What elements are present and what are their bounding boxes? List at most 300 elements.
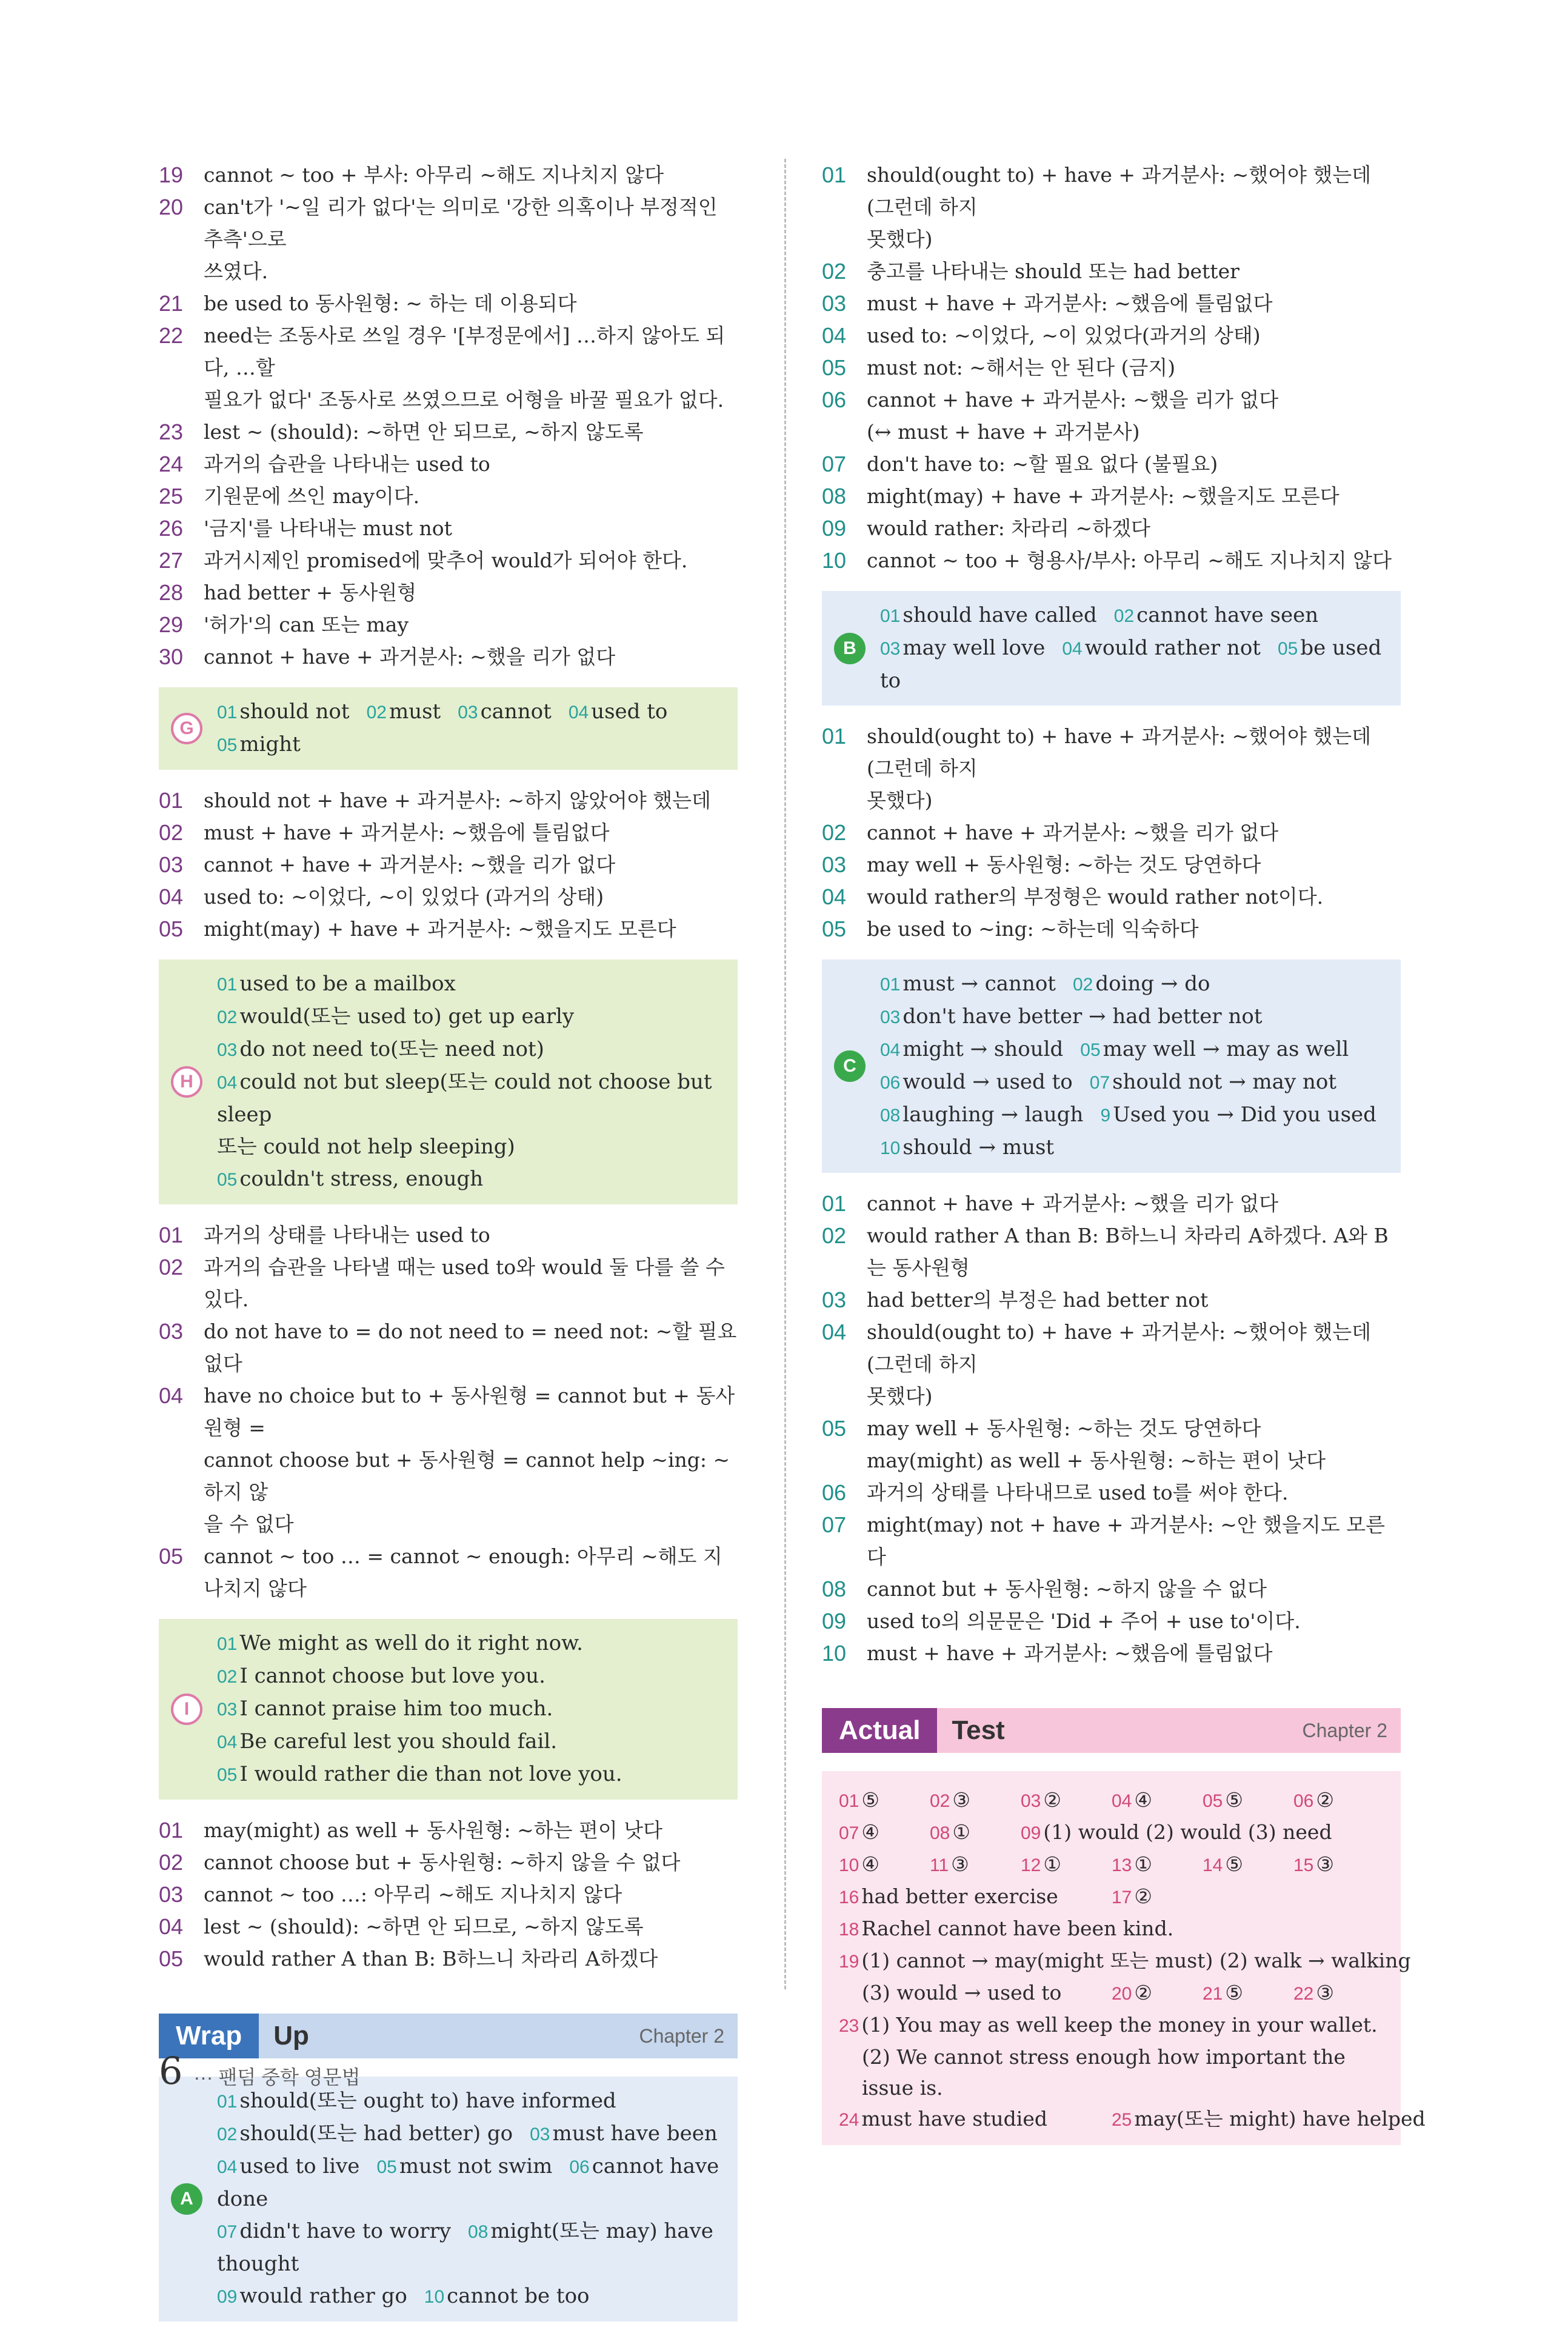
answer-text: might — [239, 732, 301, 756]
item-text — [867, 1316, 1401, 1412]
answer-text: should(또는 ought to) have informed — [239, 2089, 616, 2113]
list-item — [822, 544, 1401, 576]
answer-line — [217, 1033, 726, 1066]
answer-number: 02 — [366, 702, 387, 722]
list-item — [822, 849, 1401, 881]
item-text — [867, 1477, 1401, 1509]
list-item — [159, 1380, 738, 1540]
answer-line — [217, 1131, 726, 1163]
list-item — [159, 1943, 738, 1975]
answer-cell — [1112, 1977, 1203, 2009]
b-badge-icon: B — [834, 633, 866, 664]
list-item — [159, 816, 738, 849]
answer-text: couldn't stress, enough — [239, 1167, 484, 1191]
answer-text: ② — [1134, 1981, 1152, 2004]
answer-text: ② — [1316, 1788, 1334, 1812]
answer-lines — [880, 968, 1389, 1164]
item-number: 04 — [159, 884, 184, 909]
item-text — [867, 159, 1401, 255]
item-text — [867, 1187, 1401, 1220]
answer-line — [880, 1033, 1389, 1066]
answer-box-g — [159, 687, 738, 770]
item-text — [204, 1380, 738, 1540]
item-number: 07 — [822, 452, 847, 476]
item-number: 23 — [159, 419, 184, 444]
answer-line — [217, 2151, 726, 2215]
item-number: 05 — [159, 1544, 184, 1569]
answer-number: 18 — [839, 1920, 859, 1940]
answer-number: 10 — [424, 2287, 445, 2307]
answer-cell — [1293, 1977, 1384, 2009]
answer-text: laughing → laugh — [902, 1103, 1084, 1127]
answer-text: should have called — [902, 603, 1097, 627]
answer-line — [880, 632, 1389, 697]
answer-row — [839, 1977, 1389, 2009]
answer-row — [839, 2041, 1389, 2103]
item-text-line: do not have to = do not need to = need not: ~할 필요 없다 — [204, 1320, 737, 1375]
answer-number: 12 — [1021, 1855, 1041, 1875]
item-text — [867, 544, 1401, 576]
item-text-line: should(ought to) + have + 과거분사: ~했어야 했는데 (그런데 하지 — [867, 163, 1372, 219]
item-text-continued: 필요가 없다' 조동사로 쓰였으므로 어형을 바꿀 필요가 없다. — [204, 388, 724, 412]
answer-text: cannot have done — [217, 2154, 719, 2211]
answer-number: 07 — [1089, 1073, 1110, 1093]
item-text-line: used to: ~이었다, ~이 있었다 (과거의 상태) — [204, 885, 604, 909]
answer-text: I cannot praise him too much. — [239, 1697, 553, 1721]
item-number: 26 — [159, 516, 184, 541]
answer-cell — [839, 1849, 930, 1881]
answer-cell — [839, 1784, 930, 1817]
i-badge-icon: I — [171, 1694, 202, 1725]
answer-cell — [1021, 1784, 1112, 1817]
list-item — [822, 1477, 1401, 1509]
answer-number: 25 — [1112, 2110, 1132, 2130]
item-text-line: would rather A than B: B하느니 차라리 A하겠다 — [204, 1947, 658, 1971]
list-item — [822, 1284, 1401, 1316]
item-number: 01 — [822, 1191, 847, 1216]
item-text-line: might(may) not + have + 과거분사: ~안 했을지도 모른다 — [867, 1513, 1385, 1569]
answer-cell — [930, 1849, 1021, 1881]
answer-cell — [1293, 1849, 1384, 1881]
item-text — [867, 1573, 1401, 1605]
answer-row — [839, 2103, 1426, 2135]
answer-line — [217, 2215, 726, 2280]
answer-text: Rachel cannot have been kind. — [861, 1917, 1174, 1940]
list-item — [159, 1315, 738, 1380]
item-text-line: cannot + have + 과거분사: ~했을 리가 없다 — [867, 1192, 1279, 1215]
answer-text: should(또는 had better) go — [239, 2121, 513, 2146]
item-text-line: be used to ~ing: ~하는데 익숙하다 — [867, 917, 1199, 941]
item-text-line: had better + 동사원형 — [204, 581, 417, 604]
answer-number: 15 — [1293, 1855, 1314, 1875]
answer-number: 03 — [880, 1007, 901, 1027]
answer-text: cannot be too — [447, 2284, 590, 2308]
page-number: 6 — [159, 2049, 183, 2093]
item-text-line: don't have to: ~할 필요 없다 (불필요) — [867, 452, 1218, 476]
answer-number: 01 — [839, 1791, 859, 1811]
answer-cell — [839, 1945, 1411, 1977]
item-text — [867, 287, 1401, 319]
item-number: 04 — [822, 323, 847, 348]
item-text — [867, 720, 1401, 816]
answer-cell — [1112, 1849, 1203, 1881]
answer-line — [217, 1163, 726, 1196]
answer-text: would → used to — [902, 1070, 1073, 1094]
answer-cell — [1112, 1784, 1203, 1817]
item-number: 21 — [159, 291, 184, 316]
item-text — [204, 319, 738, 416]
answer-lines — [217, 968, 726, 1196]
answer-number: 01 — [217, 702, 238, 722]
answer-text: (3) would → used to — [862, 1981, 1062, 2004]
answer-number: 05 — [217, 735, 238, 755]
answer-text: ④ — [861, 1852, 879, 1876]
item-number: 01 — [159, 1818, 184, 1843]
answer-text: ⑤ — [1225, 1981, 1243, 2004]
item-number: 08 — [822, 1577, 847, 1601]
list-item — [822, 1412, 1401, 1477]
item-text — [867, 319, 1401, 352]
answer-number: 03 — [458, 702, 478, 722]
item-text-line: cannot ~ too … = cannot ~ enough: 아무리 ~해도 지나치지 않다 — [204, 1544, 722, 1600]
item-text-line: can't가 '~일 리가 없다'는 의미로 '강한 의혹이나 부정적인 추측'으로 — [204, 195, 718, 251]
item-text — [204, 1846, 738, 1878]
item-text-line: 과거의 습관을 나타낼 때는 used to와 would 둘 다를 쓸 수 있다. — [204, 1255, 725, 1311]
item-text-continued: 쓰였다. — [204, 259, 269, 283]
item-text — [867, 480, 1401, 512]
item-text-line: may well + 동사원형: ~하는 것도 당연하다 — [867, 853, 1261, 876]
list-item — [822, 881, 1401, 913]
item-text — [204, 1251, 738, 1315]
item-text — [204, 448, 738, 480]
answer-text: used to — [591, 699, 668, 724]
item-text-continued: 못했다) — [867, 1384, 933, 1408]
answer-number: 05 — [1080, 1040, 1101, 1060]
item-number: 05 — [159, 916, 184, 941]
item-number: 07 — [822, 1512, 847, 1537]
answer-number: 08 — [880, 1106, 901, 1126]
answer-text: do not need to(또는 need not) — [239, 1037, 544, 1061]
answer-text: (1) would (2) would (3) need — [1043, 1820, 1332, 1844]
answer-number: 05 — [217, 1170, 238, 1190]
item-number: 05 — [822, 355, 847, 380]
answer-number: 13 — [1112, 1855, 1132, 1875]
answer-line — [217, 1726, 726, 1758]
item-text-continued: 못했다) — [867, 227, 933, 251]
item-text-line: 충고를 나타내는 should 또는 had better — [867, 259, 1239, 283]
item-text-continued: may(might) as well + 동사원형: ~하는 편이 낫다 — [867, 1449, 1326, 1472]
item-number: 03 — [159, 852, 184, 877]
item-number: 03 — [822, 1287, 847, 1312]
answer-cell — [1203, 1849, 1293, 1881]
answer-cell — [839, 2041, 1389, 2103]
item-number: 04 — [822, 884, 847, 909]
answer-number: 05 — [217, 1765, 238, 1785]
item-text-line: must + have + 과거분사: ~했음에 틀림없다 — [867, 292, 1273, 315]
answer-line — [217, 1066, 726, 1131]
answer-number: 06 — [880, 1073, 901, 1093]
item-number: 01 — [822, 724, 847, 749]
list-item — [822, 913, 1401, 945]
item-text-line: would rather: 차라리 ~하겠다 — [867, 516, 1150, 540]
item-text-line: should(ought to) + have + 과거분사: ~했어야 했는데 (그런데 하지 — [867, 724, 1372, 780]
answer-number: 07 — [217, 2222, 238, 2242]
item-text — [867, 1637, 1401, 1669]
answer-text: (1) cannot → may(might 또는 must) (2) walk → walking — [861, 1949, 1411, 1972]
answer-text: might(또는 may) have thought — [217, 2219, 713, 2276]
list-item — [822, 255, 1401, 287]
header-word-test — [937, 1708, 1401, 1753]
answer-line — [217, 1001, 726, 1033]
list-item — [159, 609, 738, 641]
item-text-line: have no choice but to + 동사원형 = cannot but + 동사원형 = — [204, 1384, 735, 1440]
item-number: 03 — [159, 1882, 184, 1907]
answer-text: had better exercise — [861, 1884, 1058, 1908]
answer-text: must not swim — [399, 2154, 553, 2178]
answer-cell — [839, 2103, 1112, 2135]
answer-text: (1) You may as well keep the money in your wallet. — [861, 2013, 1378, 2037]
item-text-line: 과거의 상태를 나타내는 used to — [204, 1223, 490, 1247]
answer-text: would rather go — [239, 2284, 407, 2308]
item-text-line: 과거시제인 promised에 맞추어 would가 되어야 한다. — [204, 549, 688, 572]
item-text-line: may(might) as well + 동사원형: ~하는 편이 낫다 — [204, 1818, 662, 1842]
list-item — [159, 1219, 738, 1251]
item-text — [204, 609, 738, 641]
answer-number: 21 — [1203, 1984, 1223, 2004]
column-divider — [784, 159, 786, 1989]
item-number: 27 — [159, 548, 184, 573]
answer-number: 07 — [839, 1823, 859, 1843]
answer-line — [880, 599, 1389, 632]
answer-line — [880, 968, 1389, 1001]
answer-cell — [1293, 1784, 1384, 1817]
list-item — [159, 1846, 738, 1878]
list-item — [822, 1220, 1401, 1284]
answer-row — [839, 1784, 1389, 1817]
answer-text: I would rather die than not love you. — [239, 1762, 622, 1786]
list-item — [159, 512, 738, 544]
item-text-continued: 을 수 없다 — [204, 1512, 294, 1536]
answer-number: 02 — [1113, 606, 1135, 626]
item-text — [867, 1605, 1401, 1637]
answer-number: 9 — [1100, 1106, 1111, 1126]
item-text — [204, 416, 738, 448]
answer-number: 01 — [217, 1634, 238, 1654]
answer-box-a — [159, 2077, 738, 2321]
item-number: 02 — [822, 820, 847, 845]
item-number: 25 — [159, 484, 184, 509]
answer-text: may(또는 might) have helped — [1134, 2107, 1426, 2131]
item-text — [204, 849, 738, 881]
answer-number: 19 — [839, 1952, 859, 1972]
list-item — [159, 849, 738, 881]
item-text — [867, 1412, 1401, 1477]
answer-text: should not — [239, 699, 350, 724]
answer-line — [217, 968, 726, 1001]
answer-text: Be careful lest you should fail. — [239, 1729, 558, 1754]
list-item — [159, 784, 738, 816]
item-text-line: may well + 동사원형: ~하는 것도 당연하다 — [867, 1417, 1261, 1440]
answer-line — [880, 1001, 1389, 1033]
answer-text: should → must — [902, 1135, 1055, 1160]
chapter-label: Chapter 2 — [1302, 1720, 1387, 1741]
explanation-list-b — [822, 720, 1401, 945]
answer-text: ③ — [1316, 1981, 1334, 2004]
answer-lines — [880, 599, 1389, 697]
answer-text: may well → may as well — [1103, 1037, 1349, 1061]
answer-cell — [930, 1784, 1021, 1817]
list-item — [159, 576, 738, 609]
answer-number: 01 — [217, 2092, 238, 2112]
item-text-line: 과거의 습관을 나타내는 used to — [204, 452, 490, 476]
answer-number: 02 — [217, 1007, 238, 1027]
item-text — [867, 1509, 1401, 1573]
item-number: 04 — [159, 1383, 184, 1408]
answer-number: 01 — [880, 606, 901, 626]
list-item — [159, 1878, 738, 1911]
answer-number: 22 — [1293, 1984, 1314, 2004]
answer-text: used to be a mailbox — [239, 972, 456, 996]
left-column — [159, 159, 738, 2336]
answer-number: 02 — [217, 2124, 238, 2144]
answer-cell — [1112, 1881, 1203, 1913]
answer-text: ⑤ — [1225, 1788, 1243, 1812]
header-word-actual: Actual — [822, 1708, 937, 1753]
item-number: 06 — [822, 387, 847, 412]
item-text-line: would rather의 부정형은 would rather not이다. — [867, 885, 1324, 909]
item-number: 22 — [159, 323, 184, 348]
answer-number: 16 — [839, 1887, 859, 1907]
list-item — [159, 191, 738, 287]
list-item — [822, 352, 1401, 384]
answer-lines — [217, 1627, 726, 1791]
item-number: 08 — [822, 484, 847, 509]
item-number: 29 — [159, 612, 184, 637]
answer-box-h — [159, 959, 738, 1204]
answer-line — [217, 1627, 726, 1660]
answer-number: 04 — [568, 702, 589, 722]
item-text — [204, 287, 738, 319]
c-badge-icon: C — [834, 1050, 866, 1082]
answer-text: cannot — [480, 699, 552, 724]
item-text-line: cannot ~ too + 형용사/부사: 아무리 ~해도 지나치지 않다 — [867, 549, 1392, 572]
item-number: 05 — [822, 916, 847, 941]
list-item — [822, 1509, 1401, 1573]
explanation-list-h — [159, 1219, 738, 1604]
answer-lines — [217, 2085, 726, 2313]
list-item — [159, 1540, 738, 1604]
answer-text: be used to — [880, 636, 1382, 693]
item-text — [204, 191, 738, 287]
explanation-list-a — [822, 159, 1401, 576]
item-text — [867, 849, 1401, 881]
answer-text: ③ — [952, 1788, 970, 1812]
item-text-line: lest ~ (should): ~하면 안 되므로, ~하지 않도록 — [204, 1915, 644, 1938]
answer-text: ③ — [951, 1852, 969, 1876]
header-word: Test — [952, 1715, 1005, 1745]
item-text — [204, 1219, 738, 1251]
answer-row — [839, 1817, 1389, 1849]
item-number: 01 — [822, 162, 847, 187]
list-item — [822, 287, 1401, 319]
answer-line — [217, 1660, 726, 1693]
item-text — [204, 576, 738, 609]
item-text — [204, 881, 738, 913]
answer-number: 05 — [1277, 639, 1298, 659]
answer-row — [839, 1849, 1389, 1881]
item-text-line: 과거의 상태를 나타내므로 used to를 써야 한다. — [867, 1481, 1289, 1504]
item-text — [867, 913, 1401, 945]
answer-number: 09 — [1021, 1823, 1041, 1843]
answer-text: might → should — [902, 1037, 1064, 1061]
item-number: 30 — [159, 644, 184, 669]
item-number: 06 — [822, 1480, 847, 1505]
answer-line — [217, 1693, 726, 1726]
item-text-line: cannot but + 동사원형: ~하지 않을 수 없다 — [867, 1577, 1267, 1601]
item-text-line: should not + have + 과거분사: ~하지 않았어야 했는데 — [204, 789, 711, 812]
list-item — [822, 512, 1401, 544]
item-text-line: cannot choose but + 동사원형: ~하지 않을 수 없다 — [204, 1850, 681, 1874]
actual-test-header — [822, 1708, 1401, 1753]
answer-number: 04 — [217, 1732, 238, 1752]
item-number: 28 — [159, 580, 184, 605]
answer-number: 02 — [217, 1667, 238, 1687]
answer-number: 10 — [839, 1855, 859, 1875]
list-item — [159, 881, 738, 913]
item-number: 01 — [159, 1223, 184, 1247]
item-text — [204, 784, 738, 816]
answer-text: cannot have seen — [1136, 603, 1319, 627]
item-text — [867, 816, 1401, 849]
list-item — [159, 319, 738, 416]
item-text-line: cannot + have + 과거분사: ~했을 리가 없다 — [204, 645, 616, 669]
answer-number: 03 — [880, 639, 901, 659]
answer-cell — [1203, 1784, 1293, 1817]
item-text-continued: 못했다) — [867, 789, 933, 812]
item-text — [204, 1911, 738, 1943]
answer-row — [839, 1913, 1389, 1945]
answer-cell — [839, 2009, 1378, 2041]
item-number: 02 — [822, 259, 847, 284]
item-number: 02 — [159, 820, 184, 845]
answer-number: 02 — [1072, 975, 1093, 995]
explanation-list-g — [159, 784, 738, 945]
explanation-list-c — [822, 1187, 1401, 1669]
answer-line — [880, 1132, 1389, 1164]
item-text — [204, 1540, 738, 1604]
answer-number: 04 — [217, 1073, 238, 1093]
answer-text: ④ — [1134, 1788, 1152, 1812]
answer-number: 02 — [930, 1791, 950, 1811]
item-number: 19 — [159, 162, 184, 187]
answer-row — [839, 2009, 1389, 2041]
item-text — [867, 1220, 1401, 1284]
answer-line — [217, 696, 726, 761]
answer-text: ① — [1134, 1852, 1152, 1876]
answer-cell — [930, 1817, 1021, 1849]
item-number: 02 — [159, 1850, 184, 1875]
answer-cell — [1021, 1817, 1332, 1849]
answer-text: didn't have to worry — [239, 2219, 452, 2243]
item-text-continued: (↔ must + have + 과거분사) — [867, 420, 1140, 444]
answer-number: 24 — [839, 2110, 859, 2130]
answer-number: 03 — [1021, 1791, 1041, 1811]
item-text-line: must + have + 과거분사: ~했음에 틀림없다 — [204, 821, 610, 844]
item-text-line: cannot + have + 과거분사: ~했을 리가 없다 — [867, 821, 1279, 844]
item-text-line: might(may) + have + 과거분사: ~했을지도 모른다 — [867, 484, 1339, 508]
answer-text: 또는 could not help sleeping) — [217, 1135, 515, 1159]
answer-text: (2) We cannot stress enough how important the issue is. — [862, 2045, 1346, 2100]
